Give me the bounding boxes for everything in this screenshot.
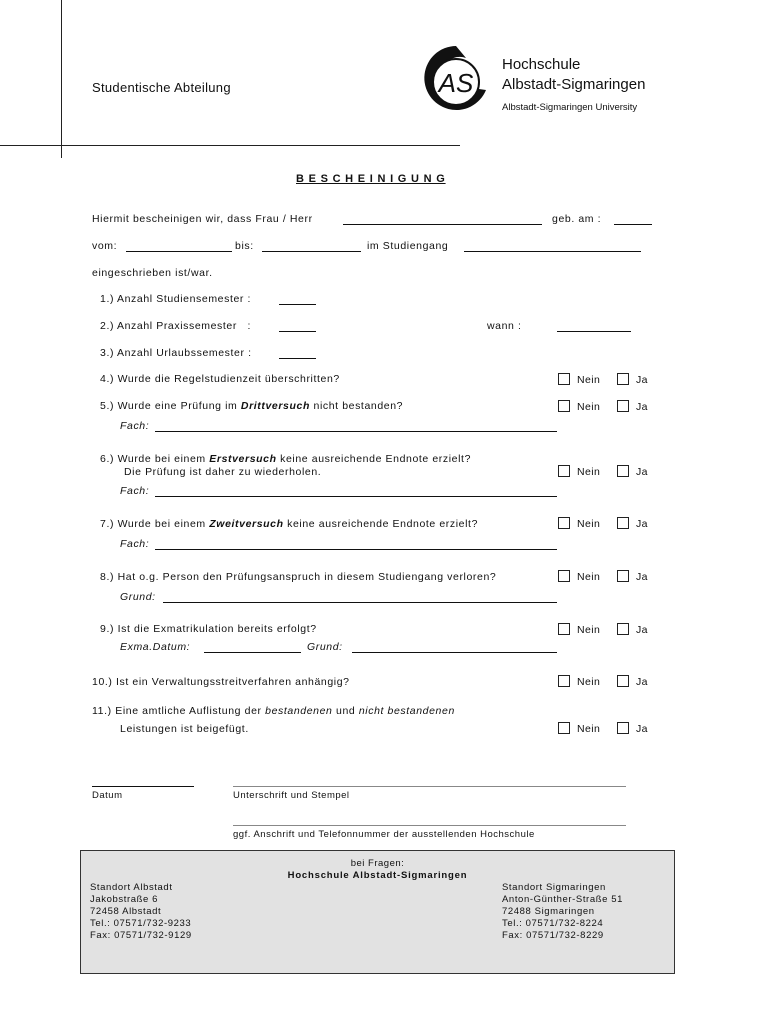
item-3: 3.) Anzahl Urlaubssemester : <box>100 347 252 359</box>
item-11-emphasis-2: nicht bestandenen <box>358 705 455 717</box>
margin-rule-vertical <box>61 0 62 158</box>
item-7-text: 7.) Wurde bei einem <box>100 518 206 530</box>
address-line: Anton-Günther-Straße 51 <box>502 894 623 905</box>
nein-label: Nein <box>577 374 601 386</box>
item-6-ja-checkbox[interactable] <box>617 465 629 477</box>
item-11-line-2: Leistungen ist beigefügt. <box>120 723 249 735</box>
item-10-nein-checkbox[interactable] <box>558 675 570 687</box>
university-logo-icon <box>420 42 492 118</box>
address-line: Fax: 07571/732-9129 <box>90 930 192 941</box>
ja-label: Ja <box>636 624 648 636</box>
header-rule <box>0 145 460 146</box>
date-signature-field[interactable] <box>92 786 194 787</box>
study-semesters-field[interactable] <box>279 304 316 305</box>
enrolled-text: eingeschrieben ist/war. <box>92 267 213 279</box>
address-field[interactable] <box>233 825 626 826</box>
ja-label: Ja <box>636 723 648 735</box>
birthdate-field[interactable] <box>614 224 652 225</box>
item-7-subject-label: Fach: <box>120 538 150 550</box>
ja-label: Ja <box>636 518 648 530</box>
date-label: Datum <box>92 790 123 801</box>
to-field[interactable] <box>262 251 361 252</box>
item-6-emphasis: Erstversuch <box>209 453 277 465</box>
address-line: 72488 Sigmaringen <box>502 906 595 917</box>
exmatriculation-date-label: Exma.Datum: <box>120 641 191 653</box>
item-6-nein-checkbox[interactable] <box>558 465 570 477</box>
item-11-emphasis-1: bestandenen <box>265 705 333 717</box>
university-name-1: Hochschule <box>502 56 581 73</box>
item-8-reason-label: Grund: <box>120 591 156 603</box>
item-4-ja-checkbox[interactable] <box>617 373 629 385</box>
birthdate-label: geb. am : <box>552 213 602 225</box>
ja-label: Ja <box>636 374 648 386</box>
contact-footer <box>80 850 675 974</box>
name-field[interactable] <box>343 224 542 225</box>
item-8-ja-checkbox[interactable] <box>617 570 629 582</box>
item-5 <box>100 400 403 412</box>
item-8-nein-checkbox[interactable] <box>558 570 570 582</box>
item-8-reason-field[interactable] <box>163 602 557 603</box>
item-7-text-end: keine ausreichende Endnote erzielt? <box>287 518 479 530</box>
ja-label: Ja <box>636 401 648 413</box>
item-10: 10.) Ist ein Verwaltungsstreitverfahren anhängig? <box>92 676 350 688</box>
logo-letters: AS <box>438 68 474 98</box>
university-contact-name: Hochschule Albstadt-Sigmaringen <box>287 870 468 881</box>
university-name-2: Albstadt-Sigmaringen <box>502 76 646 93</box>
address-line: Jakobstraße 6 <box>90 894 158 905</box>
nein-label: Nein <box>577 466 601 478</box>
item-6-text-end: keine ausreichende Endnote erzielt? <box>280 453 472 465</box>
nein-label: Nein <box>577 401 601 413</box>
item-5-subject-field[interactable] <box>155 431 557 432</box>
item-4-nein-checkbox[interactable] <box>558 373 570 385</box>
to-label: bis: <box>235 240 254 252</box>
practical-semesters-field[interactable] <box>279 331 316 332</box>
nein-label: Nein <box>577 571 601 583</box>
item-4: 4.) Wurde die Regelstudienzeit überschritten? <box>100 373 340 385</box>
item-11-nein-checkbox[interactable] <box>558 722 570 734</box>
ja-label: Ja <box>636 571 648 583</box>
albstadt-address <box>90 882 192 942</box>
exmatriculation-date-field[interactable] <box>204 652 301 653</box>
sigmaringen-address <box>502 882 623 942</box>
item-5-nein-checkbox[interactable] <box>558 400 570 412</box>
department-label: Studentische Abteilung <box>92 80 231 95</box>
item-11-text: 11.) Eine amtliche Auflistung der <box>92 705 262 717</box>
address-line: Fax: 07571/732-8229 <box>502 930 604 941</box>
item-11 <box>92 705 455 717</box>
item-9: 9.) Ist die Exmatrikulation bereits erfolgt? <box>100 623 317 635</box>
ja-label: Ja <box>636 466 648 478</box>
item-6-subject-field[interactable] <box>155 496 557 497</box>
item-8: 8.) Hat o.g. Person den Prüfungsanspruch in diesem Studiengang verloren? <box>100 571 497 583</box>
item-11-ja-checkbox[interactable] <box>617 722 629 734</box>
item-11-text-mid: und <box>336 705 356 717</box>
item-5-text-end: nicht bestanden? <box>313 400 404 412</box>
program-field[interactable] <box>464 251 641 252</box>
item-7-emphasis: Zweitversuch <box>209 518 284 530</box>
address-line: Standort Sigmaringen <box>502 882 606 893</box>
questions-label: bei Fragen: <box>350 858 405 869</box>
page-title: B E S C H E I N I G U N G <box>296 173 446 185</box>
from-field[interactable] <box>126 251 232 252</box>
item-6-text: 6.) Wurde bei einem <box>100 453 206 465</box>
item-1: 1.) Anzahl Studiensemester : <box>100 293 252 305</box>
item-6 <box>100 453 471 465</box>
item-10-ja-checkbox[interactable] <box>617 675 629 687</box>
program-label: im Studiengang <box>367 240 449 252</box>
signature-label: Unterschrift und Stempel <box>233 790 350 801</box>
signature-field[interactable] <box>233 786 626 787</box>
item-7 <box>100 518 478 530</box>
intro-text: Hiermit bescheinigen wir, dass Frau / Herr <box>92 213 313 225</box>
item-9-reason-field[interactable] <box>352 652 557 653</box>
item-7-subject-field[interactable] <box>155 549 557 550</box>
item-2-when-label: wann : <box>487 320 522 332</box>
ja-label: Ja <box>636 676 648 688</box>
address-label: ggf. Anschrift und Telefonnummer der ausstellenden Hochschule <box>233 829 535 840</box>
university-name-3: Albstadt-Sigmaringen University <box>502 102 638 113</box>
address-line: Tel.: 07571/732-9233 <box>90 918 192 929</box>
item-5-ja-checkbox[interactable] <box>617 400 629 412</box>
nein-label: Nein <box>577 676 601 688</box>
nein-label: Nein <box>577 723 601 735</box>
item-9-nein-checkbox[interactable] <box>558 623 570 635</box>
practical-when-field[interactable] <box>557 331 631 332</box>
leave-semesters-field[interactable] <box>279 358 316 359</box>
item-6-line-2: Die Prüfung ist daher zu wiederholen. <box>124 466 322 478</box>
item-5-subject-label: Fach: <box>120 420 150 432</box>
item-7-ja-checkbox[interactable] <box>617 517 629 529</box>
item-2: 2.) Anzahl Praxissemester : <box>100 320 252 332</box>
item-9-ja-checkbox[interactable] <box>617 623 629 635</box>
nein-label: Nein <box>577 624 601 636</box>
item-5-text: 5.) Wurde eine Prüfung im <box>100 400 238 412</box>
nein-label: Nein <box>577 518 601 530</box>
item-7-nein-checkbox[interactable] <box>558 517 570 529</box>
address-line: Standort Albstadt <box>90 882 173 893</box>
address-line: Tel.: 07571/732-8224 <box>502 918 604 929</box>
from-label: vom: <box>92 240 118 252</box>
item-5-emphasis: Drittversuch <box>240 400 310 412</box>
item-6-subject-label: Fach: <box>120 485 150 497</box>
item-9-reason-label: Grund: <box>307 641 343 653</box>
address-line: 72458 Albstadt <box>90 906 162 917</box>
